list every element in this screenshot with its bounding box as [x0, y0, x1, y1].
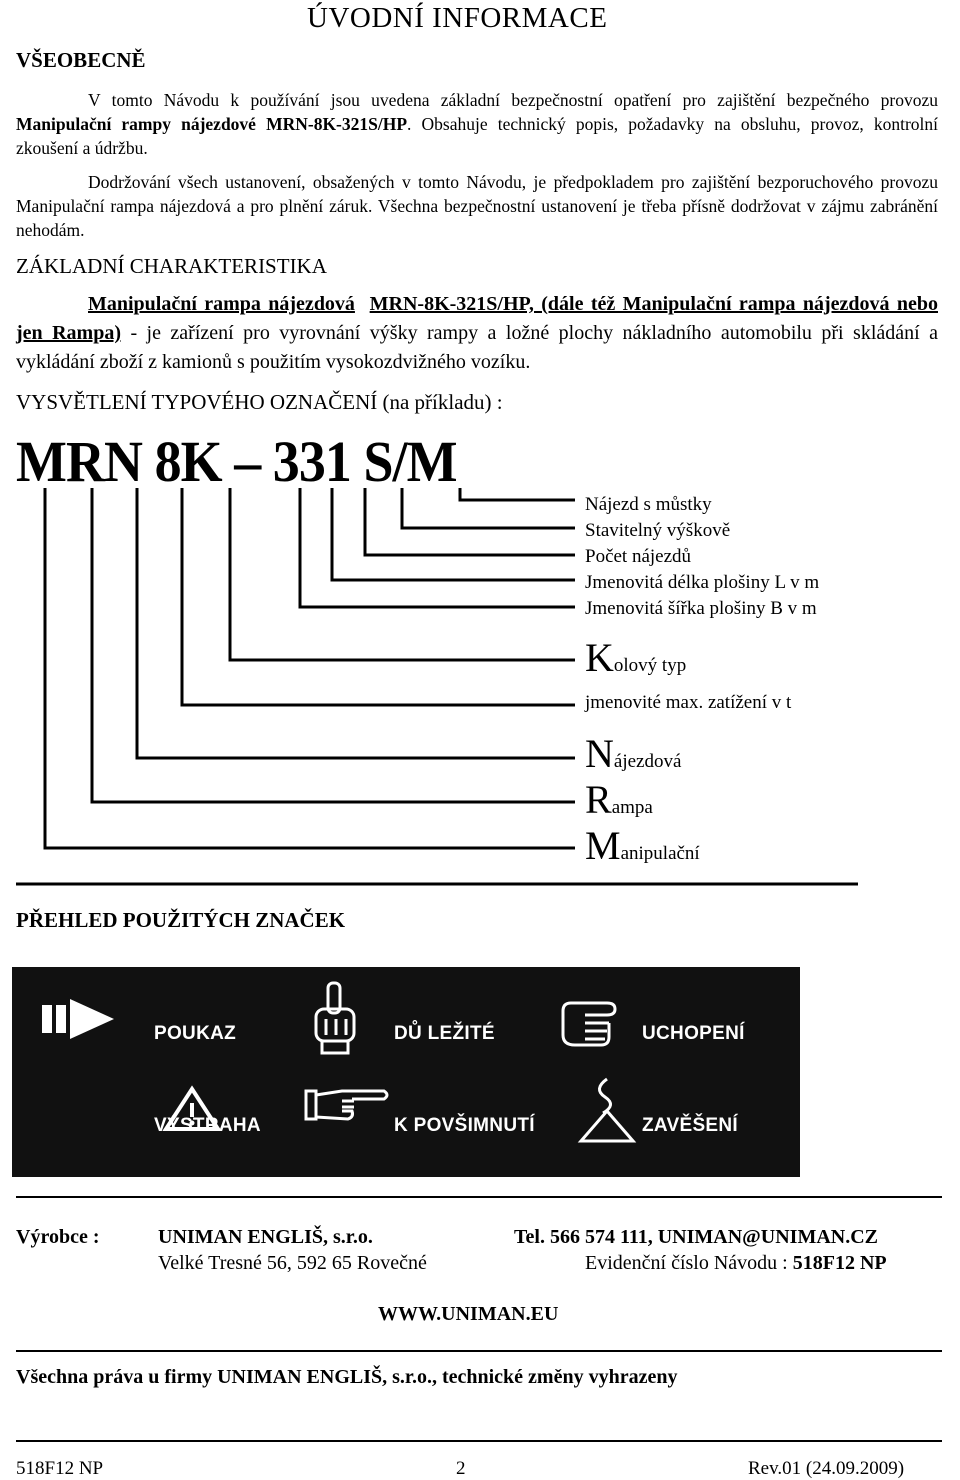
label-najezdova-rest: ájezdová	[613, 751, 682, 772]
connector-load	[182, 488, 575, 705]
label-manipulacni	[585, 823, 700, 868]
label-rampa	[585, 777, 653, 822]
characteristics-underlined-1: Manipulační rampa nájezdová	[88, 293, 355, 315]
intro-p1-b: . Obsahuje technický popis, požadavky na obsluhu, provoz, kontrolní zkoušení a údržbu.	[16, 114, 938, 158]
symbol-label-poukaz: POUKAZ	[154, 1023, 237, 1044]
symbols-heading: PŘEHLED POUŽITÝCH ZNAČEK	[16, 908, 346, 932]
characteristics-heading: ZÁKLADNÍ CHARAKTERISTIKA	[16, 254, 327, 278]
arrow-pointer-icon	[40, 987, 120, 1047]
connector-l1	[460, 488, 575, 500]
label-kolovy-rest: olový typ	[613, 655, 687, 676]
symbols-table	[12, 967, 800, 1177]
label-kolovy-initial: K	[585, 635, 614, 680]
intro-p1-a: V tomto Návodu k používání jsou uvedena základní bezpečnostní opatření pro zajištění bezpečného provozu	[88, 90, 938, 110]
footer-revision: Rev.01 (24.09.2009)	[748, 1458, 905, 1479]
label-stavitelny: Stavitelný výškově	[585, 520, 731, 541]
designation-code: MRN 8K – 331 S/M	[16, 429, 457, 494]
manufacturer-label: Výrobce :	[16, 1226, 100, 1248]
symbol-label-uchopeni: UCHOPENÍ	[642, 1023, 745, 1044]
manual-number-label: Evidenční číslo Návodu :	[585, 1252, 793, 1274]
connector-m	[45, 488, 575, 848]
footer-page-number: 2	[456, 1458, 466, 1479]
characteristics-underlined-2: MRN-8K-321S/HP, (dále též Manipulační rampa nájezdová nebo jen Rampa)	[16, 293, 938, 344]
footer-doc-number: 518F12 NP	[16, 1458, 104, 1479]
hanging-hook-icon	[577, 1075, 637, 1145]
characteristics-rest: - je zařízení pro vyrovnání výšky rampy a ložné plochy nákladního automobilu při skládání a vykládání zboží z kamionů s použitím vysokozdvižného vozíku.	[16, 322, 939, 373]
label-manipulacni-initial: M	[585, 823, 621, 868]
label-rampa-initial: R	[585, 777, 612, 822]
label-pocet-najezdu: Počet nájezdů	[585, 546, 692, 567]
label-najezdova-initial: N	[585, 731, 614, 776]
symbol-label-dulezite: DŮ LEŽITÉ	[394, 1023, 495, 1044]
label-manipulacni-rest: anipulační	[620, 843, 700, 864]
manufacturer-name: UNIMAN ENGLIŠ, s.r.o.	[158, 1226, 373, 1248]
manufacturer-contact: Tel. 566 574 111, UNIMAN@UNIMAN.CZ	[514, 1226, 878, 1248]
page-title: ÚVODNÍ INFORMACE	[307, 2, 608, 34]
section-general-heading: VŠEOBECNĚ	[16, 48, 146, 72]
label-sirka: Jmenovitá šířka plošiny B v m	[585, 598, 817, 619]
manual-number-value: 518F12 NP	[792, 1252, 887, 1274]
label-najezdova	[585, 731, 682, 776]
intro-p1-bold: Manipulační rampy nájezdové MRN-8K-321S/HP	[16, 114, 408, 134]
footer-rule	[16, 1440, 942, 1442]
symbol-label-vystraha: VÝSTRAHA	[154, 1115, 261, 1136]
manufacturer-top-rule	[16, 1196, 942, 1198]
connector-l2	[402, 488, 575, 528]
rights-notice: Všechna práva u firmy UNIMAN ENGLIŠ, s.r.o., technické změny vyhrazeny	[16, 1366, 678, 1388]
rights-top-rule	[16, 1350, 942, 1352]
website[interactable]: WWW.UNIMAN.EU	[378, 1303, 559, 1325]
connector-l3	[365, 488, 575, 555]
designation-heading: VYSVĚTLENÍ TYPOVÉHO OZNAČENÍ (na příkladu) :	[16, 390, 503, 414]
manual-number	[585, 1252, 887, 1275]
pointing-hand-right-icon	[302, 1077, 392, 1127]
grasping-hand-icon	[557, 991, 627, 1051]
intro-p2: Dodržování všech ustanovení, obsažených v tomto Návodu, je předpokladem pro zajištění bezporuchového provozu Manipulační rampa nájezdová a pro plnění záruk. Všechna bezpečnostní ustanovení je třeba přísně dodržovat v zájmu zabránění nehodám.	[16, 172, 938, 240]
label-zatizeni: jmenovité max. zatížení v t	[585, 692, 792, 713]
connector-l5	[300, 488, 575, 607]
pointing-finger-icon	[308, 979, 368, 1059]
manufacturer-address: Velké Tresné 56, 592 65 Rovečné	[158, 1252, 427, 1274]
symbol-label-k-povsimnuti: K POVŠIMNUTÍ	[394, 1115, 535, 1136]
label-delka: Jmenovitá délka plošiny L v m	[585, 572, 820, 593]
symbol-label-zaveseni: ZAVĚŠENÍ	[642, 1115, 739, 1136]
label-rampa-rest: ampa	[611, 797, 653, 818]
label-kolovy	[585, 635, 687, 680]
label-najezd-mustky: Nájezd s můstky	[585, 494, 712, 515]
connector-l4	[332, 488, 575, 580]
